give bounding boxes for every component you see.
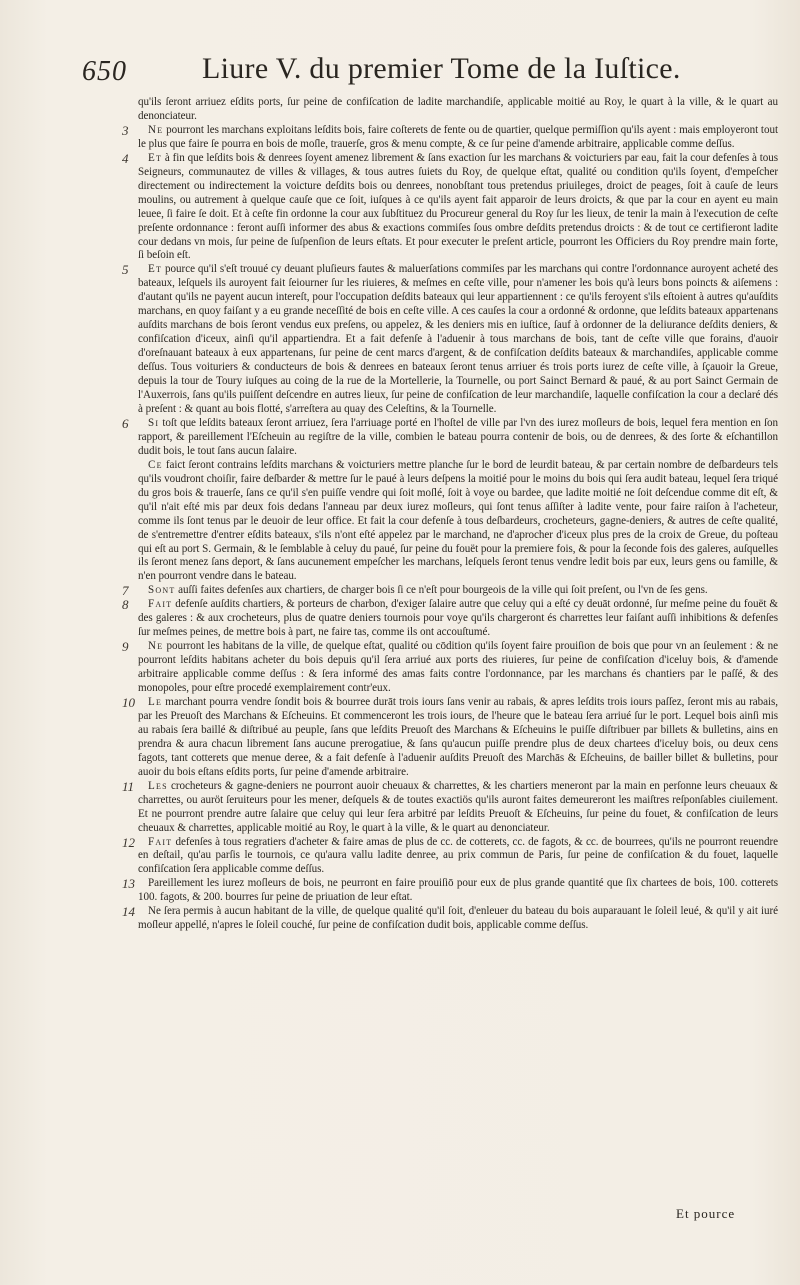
- body-text: [122, 96, 778, 933]
- running-title: Liure V. du premier Tome de la Iuſtice.: [202, 52, 681, 85]
- article-paragraph: [122, 122, 778, 152]
- paragraph-text: toſt que leſdits bateaux ſeront arriuez, ſera l'arriuage porté en l'hoſtel de ville par l'vn des iurez moſleurs de bois, lequel fera mention en ſon rapport, & pareillement l'Eſcheuin au regiſtre de la ville, combien le bateau pourra contenir de bois, ou de denrees, & des ſorte & eſchantillon dudit bois, le tout ſans aucun ſalaire.: [138, 416, 778, 457]
- article-paragraph: [122, 262, 778, 416]
- article-number: 8: [122, 597, 129, 613]
- article-paragraph: [122, 904, 778, 933]
- paragraph-text: auſſi faites defenſes aux chartiers, de charger bois ſi ce n'eſt pour bourgeois de la ville qui ſoit preſent, ou l'vn de ſes gens.: [175, 584, 708, 597]
- article-paragraph: [122, 597, 778, 640]
- article-number: 7: [122, 583, 129, 599]
- page-number: 650: [82, 56, 127, 87]
- article-number: 10: [122, 694, 135, 710]
- article-paragraph: [122, 415, 778, 459]
- page-header: [82, 52, 782, 92]
- catchword: Et pource: [676, 1206, 736, 1221]
- article-number: 3: [122, 122, 129, 138]
- paragraph-lead-word: Fait: [148, 835, 173, 848]
- paragraph-text: defenſe auſdits chartiers, & porteurs de charbon, d'exiger ſalaire autre que celuy qui a eſté cy deuāt ordonné, ſur meſme peine du fouët & des galeres : & aux crocheteurs, plus de quatre deniers tournois pour voye qu'ils chargeront és charrettes leur faiſant auſſi inhibitions & defenſes ſur meſmes peines, de mettre bois à part, ne faire tas, comme ils ont accouſtumé.: [138, 598, 778, 639]
- paragraph-text: pource qu'il s'eſt trouué cy deuant pluſieurs fautes & maluerſations commiſes par les marchans qui contre l'ordonnance auroyent acheté des bateaux, leſquels ils auroyent fait ſeiourner ſur les riuieres, & meſmes en ceſte ville, pour n'amener les bois qu'à leurs bons poincts & aiſemens : d'autant qu'ils ne payent aucun intereſt, pour l'occupation deſdits bateaux qui leur appartiennent : ce qu'ils feroyent s'ils eſtoient à autres qu'auſdits marchans, en quoy faiſant y a eu grande neceſſité de bois en ceſte ville. A ces cauſes la cour a ordonné & ordonne, que leſdits bateaux appartenans auſdits marchans de bois ſeront vendus eux preſens, ou appelez, & les deniers mis en iuſtice, ſauf à ordonner de la deliurance deſdits deniers, & confiſcation d'iceux, ainſi qu'il appartiendra. Et a fait defenſe à l'aduenir à tous marchans de bois, tant de ceſte ville que forains, d'auoir d'oreſnauant bateaux à eux appartenans, ſur peine de cent marcs d'argent, & de confiſcation deſdits bateaux & marchandiſes, applicable comme deſſus. Tous voituriers & conducteurs de bois & denrees en bateaux ſeront tenus arriuer és trois ports iurez de ceſte ville, à ſçauoir la Greue, depuis la tour de Toury iuſques au coing de la rue de la Mortellerie, la Tournelle, ou port Sainct Bernard & paué, & au port Sainct Germain de l'Auxerrois, ſans qu'ils puiſſent deſcendre en autres lieux, ſur peine de confiſcation de leur marchandiſe, laquelle confiſcation la cour a declaré dés à preſent : & quant au bois flotté, s'arreſtera au quay des Celeſtins, & la Tournelle.: [138, 263, 778, 415]
- article-number: 4: [122, 150, 129, 166]
- paragraph-text: defenſes à tous regratiers d'acheter & faire amas de plus de cc. de cotterets, cc. de fagots, & cc. de bourrees, qu'ils ne pourront reuendre en deſtail, qu'au parſis le tournois, ce qu'aura vallu ladite denree, au prix commun de Paris, ſur peine de confiſcation & du fouet, laquelle confiſcation ſera applicable comme deſſus.: [138, 835, 778, 876]
- paragraph-text: pourront les habitans de la ville, de quelque eſtat, qualité ou cōdition qu'ils ſoyent faire prouiſion de bois que pour vn an ſeulement : & ne pourront leſdits habitans acheter du bois depuis qu'il ſera arriué aux ports des riuieres, ſur peine de confiſcation d'iceluy bois, & d'amende arbitraire applicable comme deſſus : & ſera informé des amas faits contre l'ordonnance, par les marchans és chantiers par le paſſé, & des monopoles, pour eſtre procedé exemplairement contr'eux.: [138, 640, 778, 695]
- paragraph-lead-word: Ne: [148, 640, 164, 653]
- paragraph-lead-word: Les: [148, 779, 168, 792]
- paragraph-text: faict ſeront contrains leſdits marchans & voicturiers mettre planche ſur le bord de leurdit bateau, & par certain nombre de deſbardeurs tels qu'ils voudront choiſir, faire deſbarder & mettre ſur le paué à leurs deſpens la moitié pour le moins du bois qui ſera audit bateau, lequel ſera triqué du gros bois & trauerſe, ſans ce qu'il s'en puiſſe vendre qui ſoit moſlé, ſoit à voye ou bardee, que ladite moitié ne ſoit deſcendue comme dit eſt, & qu'il n'ait eſté mis par deux fois dedans l'anneau par deux iurez moſleurs, qui ſont tenus aſſiſter à ladite vente, pour faire raiſon à l'acheteur, comme ils ſont tenus par le deuoir de leur office. Et fait la cour defenſe à tous deſbardeurs, crocheteurs, gagne-deniers, & autres de ceſte qualité, de s'entremettre d'entrer eſdits bateaux, s'ils n'ont eſté appelez par le marchand, ne d'aprocher d'iceux plus pres de la croix de Greue, du poſteau qui eſt au port S. Germain, & le ſemblable à celuy du paué, ſur peine du fouët pour la premiere fois, & pour la ſeconde fois des galeres, auſquelles ils ſeront menez ſans deport, & ſans aucunement empeſcher les marchans, leſquels ſeront tenus vendre ledit bois par eux, leurs gens ou famille, & n'en pourront vendre dans le bateau.: [138, 458, 778, 583]
- article-number: 6: [122, 415, 129, 431]
- article-number: 14: [122, 904, 135, 920]
- paragraph-lead-word: Fait: [148, 598, 173, 611]
- article-paragraph: [138, 459, 778, 585]
- article-number: 11: [122, 778, 134, 794]
- paragraph-text: Ne ſera permis à aucun habitant de la ville, de quelque qualité qu'il ſoit, d'enleuer du bateau du bois auparauant le ſoleil leué, & qu'il y ait iuré moſleur appellé, n'apres le ſoleil couché, ſur peine de confiſcation dudit bois, applicable comme deſſus.: [138, 905, 778, 932]
- article-paragraph: [122, 876, 778, 905]
- article-paragraph: [122, 639, 778, 696]
- paragraph-lead-word: Si: [148, 416, 160, 429]
- article-paragraph: [138, 96, 778, 124]
- paragraph-lead-word: Et: [148, 151, 163, 164]
- article-paragraph: [122, 778, 778, 836]
- paragraph-lead-word: Ne: [148, 123, 164, 136]
- article-paragraph: [122, 583, 778, 599]
- paragraph-text: qu'ils ſeront arriuez eſdits ports, ſur peine de confiſcation de ladite marchandiſe, applicable moitié au Roy, le quart à la ville, & le quart au denonciateur.: [138, 96, 778, 122]
- article-paragraph: [122, 150, 778, 264]
- article-number: 9: [122, 639, 129, 655]
- paragraph-lead-word: Le: [148, 695, 163, 708]
- paragraph-text: à fin que leſdits bois & denrees ſoyent amenez librement & ſans exaction ſur les marchans & voicturiers par eau, fait la cour defenſes à tous Seigneurs, communautez de villes & villages, & tous autres ſuiets du Roy, de quelque eſtat, qualité ou condition qu'ils ſoyent, d'empeſcher directement ou indirectement la voicture deſdits bois ou denrees, nonobſtant tous pretendus priuileges, droict de peages, ſoit à cauſe de leurs moulins, ou autrement à quelque cauſe que ce ſoit, iuſques à ce qu'ils ayent fait apparoir de leurs droicts, & que par la cour en ayent eu main leuee, ſi faire ſe doit. Et à ceſte fin ordonne la cour aux ſubſtituez du Procureur general du Roy ſur les lieux, de tenir la main à l'execution de ceſte preſente ordonnance : feront auſſi informer des abus & exactions commiſes ſous ombre deſdits pretendus droicts : & de tout ce certifieront ladite cour dedans vn mois, ſur peine de ſuſpenſion de leurs eſtats. Et pour executer le preſent article, pourront les Officiers du Roy prendre main forte, ſi beſoin eſt.: [138, 151, 778, 262]
- paragraph-lead-word: Sont: [148, 584, 176, 597]
- paragraph-lead-word: Ce: [148, 458, 163, 471]
- paragraph-text: crocheteurs & gagne-deniers ne pourront auoir cheuaux & charrettes, & les chartiers meneront par la main en perſonne leurs cheuaux & charrettes, ou auröt ſeruiteurs pour les mener, deſquels & de toutes exactiös qu'ils auront faites demeureront les maiſtres reſponſables ciuilement. Et ne pourront prendre autre ſalaire que celuy qui leur ſera arbitré par leſdits Preuoſt & Eſcheuins, ſur peine du fouet, & confiſcation de leurs cheuaux & charrettes, applicable moitié au Roy, le quart à la ville, & le quart au denonciateur.: [138, 779, 778, 834]
- paragraph-lead-word: Et: [148, 263, 163, 276]
- paragraph-text: Pareillement les iurez moſleurs de bois, ne peurront en faire prouiſiō pour eux de plus grande quantité que ſix chartees de bois, 100. cotterets 100. fagots, & 200. bourres ſur peine de priuation de leur eſtat.: [138, 877, 778, 904]
- article-number: 12: [122, 834, 135, 850]
- article-paragraph: [122, 694, 778, 780]
- paragraph-text: pourront les marchans exploitans leſdits bois, faire coſterets de fente ou de quartier, quelque permiſſion qu'ils ayent : mais employeront tout le plus que faire ſe pourra en bois de moſle, trauerſe, gros & menu compte, & ce ſur peine d'amende arbitraire, applicable comme deſſus.: [138, 123, 778, 150]
- article-number: 13: [122, 876, 135, 892]
- paragraph-text: marchant pourra vendre ſondit bois & bourree durāt trois iours ſans venir au rabais, & apres leſdits trois iours paſſez, ſeront mis au rabais, par les Preuoſt des Marchans & Eſcheuins. Et commenceront les trois iours, de l'heure que le bateau ſera arriué ſur le port. Lequel bois ainſi mis au rabais ſera baillé & diſtribué au peuple, ſans que leſdits Preuoſt des Marchans & Eſcheuins le puiſſe diſtribuer par billets & bulletins, ains en prendra & aura chacun librement ſans aucune prerogatiue, & ſans qu'aucun puiſſe prendre plus de deux chartees d'iceluy bois, ou deux cens fagots, tant cotterets que menue deree, & a fait defenſe à l'aduenir auſdits Preuoſt des Marchās & Eſcheuins, de bailler billet & bulletins, pour auoir du bois eſtans eſdits ports, ſur peine d'amende arbitraire.: [138, 695, 778, 778]
- article-number: 5: [122, 262, 129, 278]
- article-paragraph: [122, 834, 778, 878]
